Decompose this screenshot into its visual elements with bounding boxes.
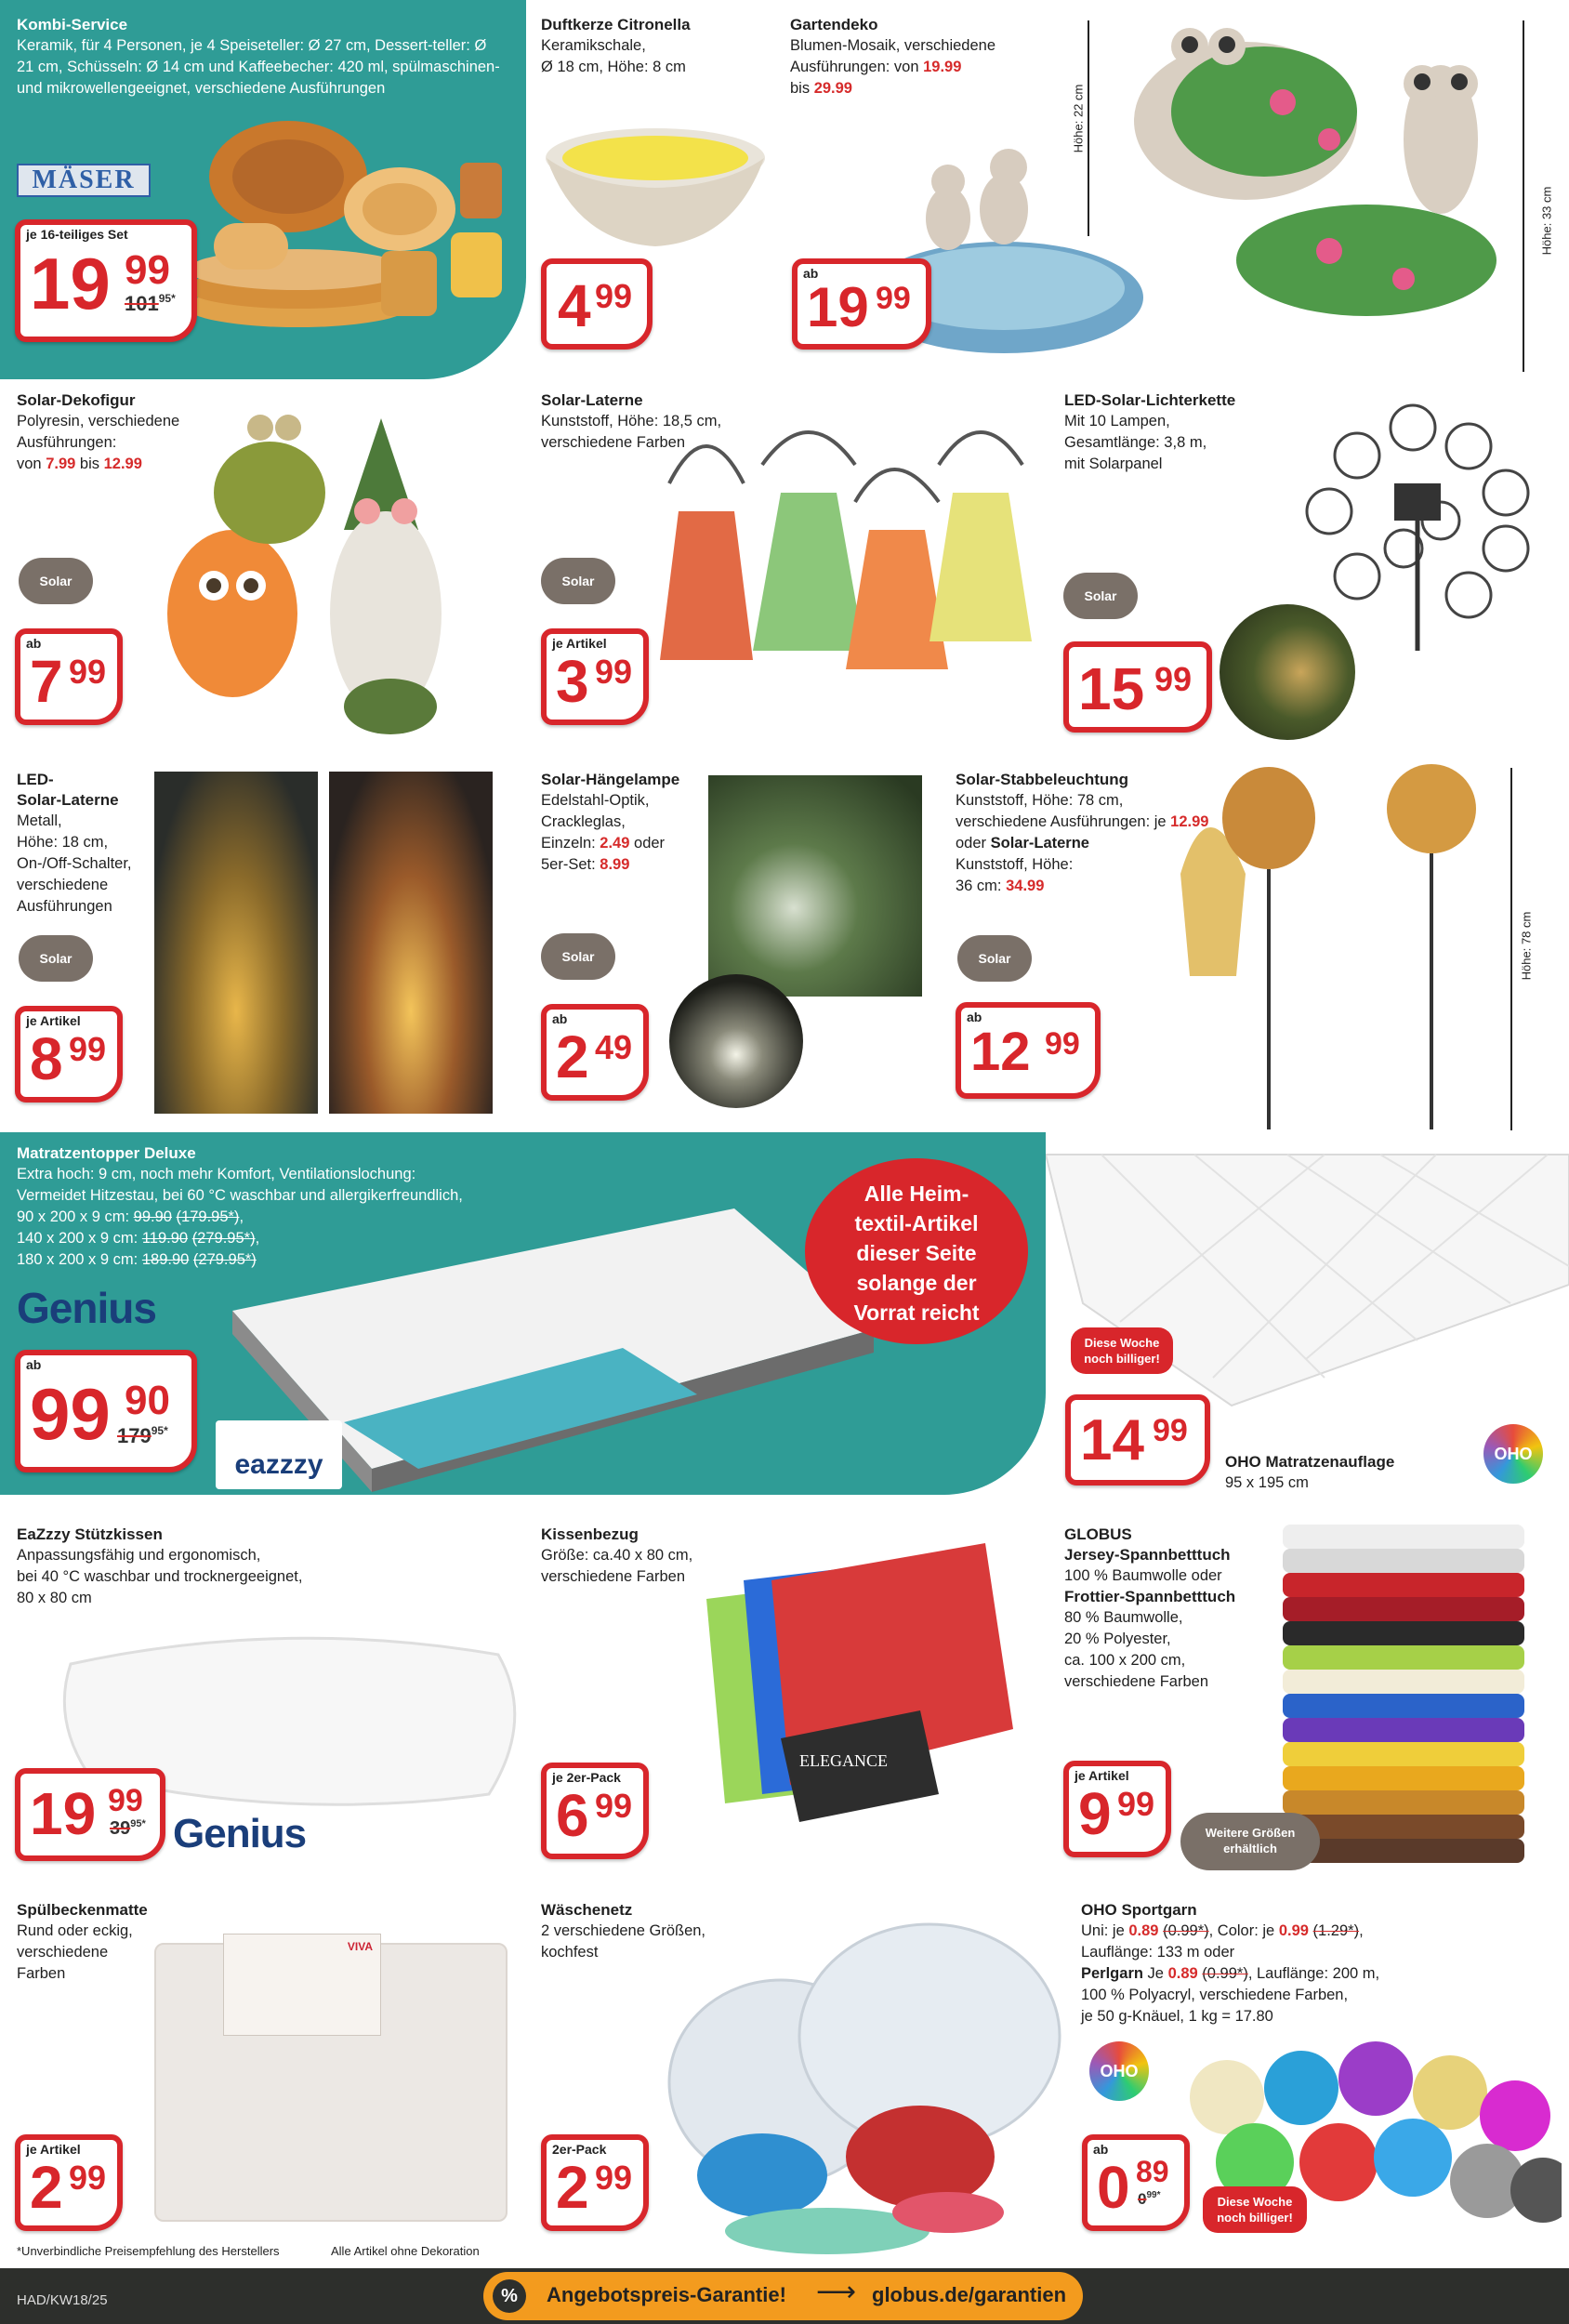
- spuelmatte-desc2: verschiedene: [17, 1944, 109, 1961]
- solar-deko-title: Solar-Dekofigur: [17, 391, 136, 409]
- stab-title: Solar-Stabbeleuchtung: [956, 771, 1129, 788]
- led-lantern-image-2: [329, 772, 493, 1114]
- lichterkette-desc2: Gesamtlänge: 3,8 m,: [1064, 434, 1207, 451]
- kissenbezug-price-badge: [541, 1763, 649, 1859]
- gartendeko-price-label: ab: [803, 266, 819, 281]
- duftkerze-desc2: Ø 18 cm, Höhe: 8 cm: [541, 59, 686, 75]
- footnote-uvp: *Unverbindliche Preisempfehlung des Herstellers: [17, 2244, 280, 2258]
- stuetzkissen-desc2: bei 40 °C waschbar und trocknergeeignet,: [17, 1568, 303, 1585]
- led-lantern-image-1: [154, 772, 318, 1114]
- more-sizes-line2: erhältlich: [1223, 1842, 1277, 1855]
- gartendeko-title: Gartendeko: [790, 16, 878, 33]
- height-arrow-22: [1088, 20, 1089, 236]
- solar-lanterns-image: [641, 409, 1050, 716]
- kissenbezug-title: Kissenbezug: [541, 1525, 639, 1543]
- led-laterne-price-euro: 8: [30, 1025, 63, 1092]
- percent-icon: %: [493, 2279, 526, 2313]
- stab-desc5: 36 cm: 34.99: [956, 878, 1045, 894]
- solar-laterne-title: Solar-Laterne: [541, 391, 643, 409]
- waeschenetz-title: Wäschenetz: [541, 1901, 633, 1919]
- stab-solar-badge: Solar: [957, 935, 1032, 982]
- auflage-deal-badge: [1071, 1327, 1173, 1374]
- spannbett-text: [1064, 1525, 1287, 1693]
- spuelmatte-desc1: Rund oder eckig,: [17, 1922, 133, 1939]
- spuelmatte-price-badge: [15, 2134, 123, 2231]
- elegance-label: ELEGANCE: [799, 1751, 888, 1770]
- topper-price-old: $179^{95*}$: [117, 1424, 168, 1447]
- sportgarn-line4: 100 % Polyacryl, verschiedene Farben,: [1081, 1987, 1349, 2003]
- solar-deko-price-badge: [15, 628, 123, 725]
- stab-price-cents: 99: [1045, 1026, 1080, 1062]
- sportgarn-price-cents: 89: [1136, 2155, 1169, 2188]
- kombi-price-label: je 16-teiliges Set: [26, 227, 128, 242]
- pillowcase-packs-image: [688, 1543, 1032, 1831]
- waeschenetz-price-euro: 2: [556, 2154, 589, 2221]
- sportgarn-deal-line1: Diese Woche: [1217, 2195, 1293, 2209]
- guarantee-banner[interactable]: [483, 2272, 1083, 2320]
- sportgarn-price-euro: 0: [1097, 2154, 1130, 2221]
- led-laterne-price-cents: 99: [69, 1030, 107, 1068]
- topper-size-2: 140 x 200 x 9 cm: 119.90 (279.95*),: [17, 1230, 260, 1247]
- led-laterne-price-label: je Artikel: [26, 1013, 81, 1028]
- topper-size-3: 180 x 200 x 9 cm: 189.90 (279.95*): [17, 1251, 257, 1268]
- guarantee-text: Angebotspreis-Garantie!: [547, 2283, 786, 2306]
- topper-title: Matratzentopper Deluxe: [17, 1144, 196, 1162]
- waeschenetz-desc2: kochfest: [541, 1944, 599, 1961]
- kissenbezug-desc2: verschiedene Farben: [541, 1568, 686, 1585]
- stuetzkissen-price-euro: 19: [30, 1780, 97, 1847]
- sportgarn-price-label: ab: [1093, 2142, 1109, 2157]
- stuetzkissen-desc3: 80 x 80 cm: [17, 1590, 92, 1606]
- haengelampe-title: Solar-Hängelampe: [541, 771, 680, 788]
- stuetzkissen-price-cents: 99: [108, 1783, 143, 1818]
- haengelampe-desc3: Einzeln: 2.49 oder: [541, 835, 666, 852]
- stuetzkissen-price-old: $39^{95*}$: [110, 1818, 146, 1839]
- solar-laterne-price-badge: [541, 628, 649, 725]
- topper-desc1: Extra hoch: 9 cm, noch mehr Komfort, Ventilationslochung:: [17, 1166, 416, 1182]
- arrow-right-icon: ⟶: [816, 2277, 857, 2307]
- sportgarn-deal-line2: noch billiger!: [1217, 2211, 1293, 2225]
- sportgarn-line1: Uni: je 0.89 (0.99*), Color: je 0.99 (1.29*),: [1081, 1922, 1364, 1939]
- spannbett-title2: Jersey-Spannbetttuch: [1064, 1546, 1231, 1564]
- haengelampe-solar-badge: Solar: [541, 933, 615, 980]
- sportgarn-text: [1081, 1900, 1564, 2027]
- kombi-title: Kombi-Service: [17, 16, 128, 33]
- stuetzkissen-title: EaZzzy Stützkissen: [17, 1525, 163, 1543]
- spuelmatte-price-cents: 99: [69, 2159, 107, 2197]
- genius-logo: Genius: [17, 1284, 156, 1332]
- solar-figures-image: [139, 390, 511, 753]
- stab-price-euro: 12: [970, 1022, 1031, 1082]
- guarantee-url: globus.de/garantien: [872, 2283, 1067, 2306]
- spuelmatte-price-label: je Artikel: [26, 2142, 81, 2157]
- duftkerze-price-cents: 99: [595, 277, 633, 315]
- kombi-price-badge: [15, 219, 197, 342]
- sink-mat-label: [223, 1934, 381, 2036]
- laundry-nets-image: [641, 1915, 1069, 2259]
- waeschenetz-price-cents: 99: [595, 2159, 633, 2197]
- spannbett-title3: Frottier-Spannbetttuch: [1064, 1588, 1236, 1605]
- solar-laterne-price-euro: 3: [556, 648, 589, 715]
- height-label-33: Höhe: 33 cm: [1539, 186, 1554, 256]
- sportgarn-price-old: $0^{99*}$: [1138, 2190, 1161, 2208]
- duftkerze-price-euro: 4: [558, 272, 591, 339]
- led-laterne-desc3: On-/Off-Schalter,: [17, 855, 132, 872]
- haengelampe-price-euro: 2: [556, 1023, 589, 1090]
- kissenbezug-price-label: je 2er-Pack: [552, 1770, 621, 1785]
- string-lights-night-image: [1220, 604, 1355, 740]
- spannbett-desc4: ca. 100 x 200 cm,: [1064, 1652, 1186, 1669]
- genius-logo-2: Genius: [173, 1811, 307, 1856]
- stuetzkissen-text: [17, 1525, 407, 1609]
- height-arrow-33: [1523, 20, 1524, 372]
- led-laterne-desc5: Ausführungen: [17, 898, 112, 915]
- solar-deko-price-cents: 99: [69, 653, 107, 691]
- stab-desc2: verschiedene Ausführungen: je 12.99: [956, 813, 1209, 830]
- lichterkette-price-euro: 15: [1078, 655, 1145, 722]
- solar-laterne-solar-badge: Solar: [541, 558, 615, 604]
- duftkerze-price-badge: [541, 258, 653, 350]
- hanging-lamp-night-image: [669, 974, 803, 1108]
- haengelampe-price-badge: [541, 1004, 649, 1101]
- spannbett-desc5: verschiedene Farben: [1064, 1673, 1209, 1690]
- lichterkette-price-badge: [1063, 641, 1212, 733]
- lichterkette-solar-badge: Solar: [1063, 573, 1138, 619]
- sportgarn-title: OHO Sportgarn: [1081, 1901, 1197, 1919]
- stuetzkissen-desc1: Anpassungsfähig und ergonomisch,: [17, 1547, 261, 1564]
- footnote-decoration: Alle Artikel ohne Dekoration: [331, 2244, 480, 2258]
- kombi-price-euro: 19: [30, 243, 111, 324]
- solar-deko-desc3: von 7.99 bis 12.99: [17, 456, 142, 472]
- stab-price-label: ab: [967, 1010, 982, 1024]
- spannbett-desc2: 80 % Baumwolle,: [1064, 1609, 1183, 1626]
- solar-deko-price-euro: 7: [30, 648, 63, 715]
- topper-price-badge: [15, 1350, 197, 1472]
- maeser-logo: MÄSER: [17, 164, 151, 197]
- kombi-price-cents: 99: [125, 247, 170, 293]
- gartendeko-price-euro: 19: [807, 276, 869, 338]
- waeschenetz-price-badge: [541, 2134, 649, 2231]
- solar-deko-desc1: Polyresin, verschiedene: [17, 413, 180, 429]
- duftkerze-desc1: Keramikschale,: [541, 37, 646, 54]
- haengelampe-price-cents: 49: [595, 1028, 633, 1066]
- solar-deko-desc2: Ausführungen:: [17, 434, 117, 451]
- oho-logo-2: OHO: [1089, 2041, 1149, 2101]
- auflage-deal-line2: noch billiger!: [1084, 1352, 1160, 1366]
- haengelampe-price-label: ab: [552, 1011, 568, 1026]
- solar-deko-price-label: ab: [26, 636, 42, 651]
- footer-code: HAD/KW18/25: [17, 2292, 108, 2308]
- kombi-desc: Keramik, für 4 Personen, je 4 Speiseteller: Ø 27 cm, Dessert-teller: Ø 21 cm, Schüsseln: Ø 14 cm und Kaffeebecher: 420 ml, spülmaschinen- und mikrowellengeeignet, verschiedene Ausführungen: [17, 37, 500, 97]
- kombi-price-old: $101^{95*}$: [125, 292, 176, 315]
- led-laterne-text: [17, 770, 156, 918]
- auflage-price-badge: [1065, 1394, 1210, 1486]
- solar-deko-solar-badge: Solar: [19, 558, 93, 604]
- topper-price-label: ab: [26, 1357, 42, 1372]
- auflage-deal-line1: Diese Woche: [1084, 1336, 1160, 1350]
- stab-price-badge: [956, 1002, 1101, 1099]
- sportgarn-deal-badge: [1203, 2186, 1307, 2233]
- spannbett-title1: GLOBUS: [1064, 1525, 1132, 1543]
- duftkerze-title: Duftkerze Citronella: [541, 16, 691, 33]
- led-laterne-title2: Solar-Laterne: [17, 791, 119, 809]
- lichterkette-text: [1064, 390, 1287, 475]
- stab-desc3: oder Solar-Laterne: [956, 835, 1089, 852]
- notice-line-1: Alle Heim-: [864, 1182, 969, 1206]
- sportgarn-line5: je 50 g-Knäuel, 1 kg = 17.80: [1081, 2008, 1273, 2025]
- solar-laterne-price-cents: 99: [595, 653, 633, 691]
- kissenbezug-desc1: Größe: ca.40 x 80 cm,: [541, 1547, 693, 1564]
- notice-line-4: solange der: [856, 1271, 977, 1295]
- lichterkette-desc3: mit Solarpanel: [1064, 456, 1163, 472]
- gartendeko-desc3: bis 29.99: [790, 80, 852, 97]
- haengelampe-desc4: 5er-Set: 8.99: [541, 856, 630, 873]
- spannbett-price-label: je Artikel: [1075, 1768, 1129, 1783]
- citronella-candle-image: [539, 121, 771, 251]
- auflage-price-cents: 99: [1153, 1413, 1188, 1448]
- fitted-sheets-stack-image: [1283, 1525, 1524, 1868]
- notice-line-2: textil-Artikel: [854, 1211, 979, 1235]
- stab-desc4: Kunststoff, Höhe:: [956, 856, 1074, 873]
- topper-desc2: Vermeidet Hitzestau, bei 60 °C waschbar und allergikerfreundlich,: [17, 1187, 463, 1204]
- led-laterne-desc4: verschiedene: [17, 877, 109, 893]
- garden-deco-image: [846, 19, 1552, 372]
- spannbett-price-cents: 99: [1117, 1785, 1155, 1823]
- spannbett-price-euro: 9: [1078, 1780, 1112, 1847]
- height-arrow-78: [1510, 768, 1512, 1130]
- lichterkette-desc1: Mit 10 Lampen,: [1064, 413, 1170, 429]
- more-sizes-line1: Weitere Größen: [1205, 1826, 1296, 1840]
- gartendeko-desc2: Ausführungen: von 19.99: [790, 59, 962, 75]
- stake-lights-image: [1125, 762, 1496, 1134]
- waeschenetz-desc1: 2 verschiedene Größen,: [541, 1922, 706, 1939]
- spannbett-price-badge: [1063, 1761, 1171, 1857]
- topper-size-1: 90 x 200 x 9 cm: 99.90 (179.95*),: [17, 1208, 244, 1225]
- viva-brand: VIVA: [347, 1940, 373, 1953]
- auflage-text: [1225, 1452, 1467, 1494]
- spuelmatte-price-euro: 2: [30, 2154, 63, 2221]
- gartendeko-price-badge: [792, 258, 931, 350]
- solar-laterne-desc2: verschiedene Farben: [541, 434, 686, 451]
- solar-laterne-desc1: Kunststoff, Höhe: 18,5 cm,: [541, 413, 722, 429]
- spuelmatte-desc3: Farben: [17, 1965, 66, 1982]
- spuelmatte-title: Spülbeckenmatte: [17, 1901, 148, 1919]
- height-label-22: Höhe: 22 cm: [1071, 84, 1086, 153]
- auflage-desc: 95 x 195 cm: [1225, 1474, 1309, 1491]
- lichterkette-price-cents: 99: [1154, 660, 1193, 698]
- haengelampe-desc2: Crackleglas,: [541, 813, 626, 830]
- solar-laterne-price-label: je Artikel: [552, 636, 607, 651]
- auflage-title: OHO Matratzenauflage: [1225, 1453, 1395, 1471]
- more-sizes-badge: [1180, 1813, 1320, 1870]
- gartendeko-price-cents: 99: [876, 281, 911, 316]
- lichterkette-title: LED-Solar-Lichterkette: [1064, 391, 1236, 409]
- dish-set-image: [186, 112, 521, 335]
- kissenbezug-price-euro: 6: [556, 1782, 589, 1849]
- spannbett-desc1: 100 % Baumwolle oder: [1064, 1567, 1222, 1584]
- led-laterne-title1: LED-: [17, 771, 54, 788]
- stab-desc1: Kunststoff, Höhe: 78 cm,: [956, 792, 1124, 809]
- oho-logo: OHO: [1483, 1424, 1543, 1484]
- notice-line-3: dieser Seite: [856, 1241, 977, 1265]
- topper-price-euro: 99: [30, 1373, 111, 1455]
- sportgarn-line3: Perlgarn Je 0.89 (0.99*), Lauflänge: 200 m,: [1081, 1965, 1380, 1982]
- hanging-lamps-image: [708, 775, 922, 997]
- led-laterne-price-badge: [15, 1006, 123, 1103]
- led-laterne-solar-badge: Solar: [19, 935, 93, 982]
- led-laterne-desc1: Metall,: [17, 812, 62, 829]
- kissenbezug-price-cents: 99: [595, 1787, 633, 1825]
- spuelmatte-text: [17, 1900, 165, 1985]
- gartendeko-desc1: Blumen-Mosaik, verschiedene: [790, 37, 996, 54]
- spannbett-desc3: 20 % Polyester,: [1064, 1631, 1171, 1647]
- led-laterne-desc2: Höhe: 18 cm,: [17, 834, 109, 851]
- heimtextil-notice: [805, 1158, 1028, 1344]
- topper-price-cents: 90: [125, 1378, 170, 1423]
- sportgarn-line2: Lauflänge: 133 m oder: [1081, 1944, 1235, 1961]
- auflage-price-euro: 14: [1080, 1408, 1144, 1472]
- duftkerze-text: [541, 15, 773, 78]
- waeschenetz-price-label: 2er-Pack: [552, 2142, 607, 2157]
- eazzzy-logo: eazzzy: [216, 1420, 342, 1489]
- notice-line-5: Vorrat reicht: [853, 1301, 980, 1325]
- haengelampe-desc1: Edelstahl-Optik,: [541, 792, 650, 809]
- kombi-text: [17, 15, 500, 99]
- height-label-78: Höhe: 78 cm: [1519, 911, 1534, 981]
- haengelampe-text: [541, 770, 708, 876]
- stuetzkissen-price-badge: [15, 1768, 165, 1861]
- sportgarn-price-badge: [1082, 2134, 1190, 2231]
